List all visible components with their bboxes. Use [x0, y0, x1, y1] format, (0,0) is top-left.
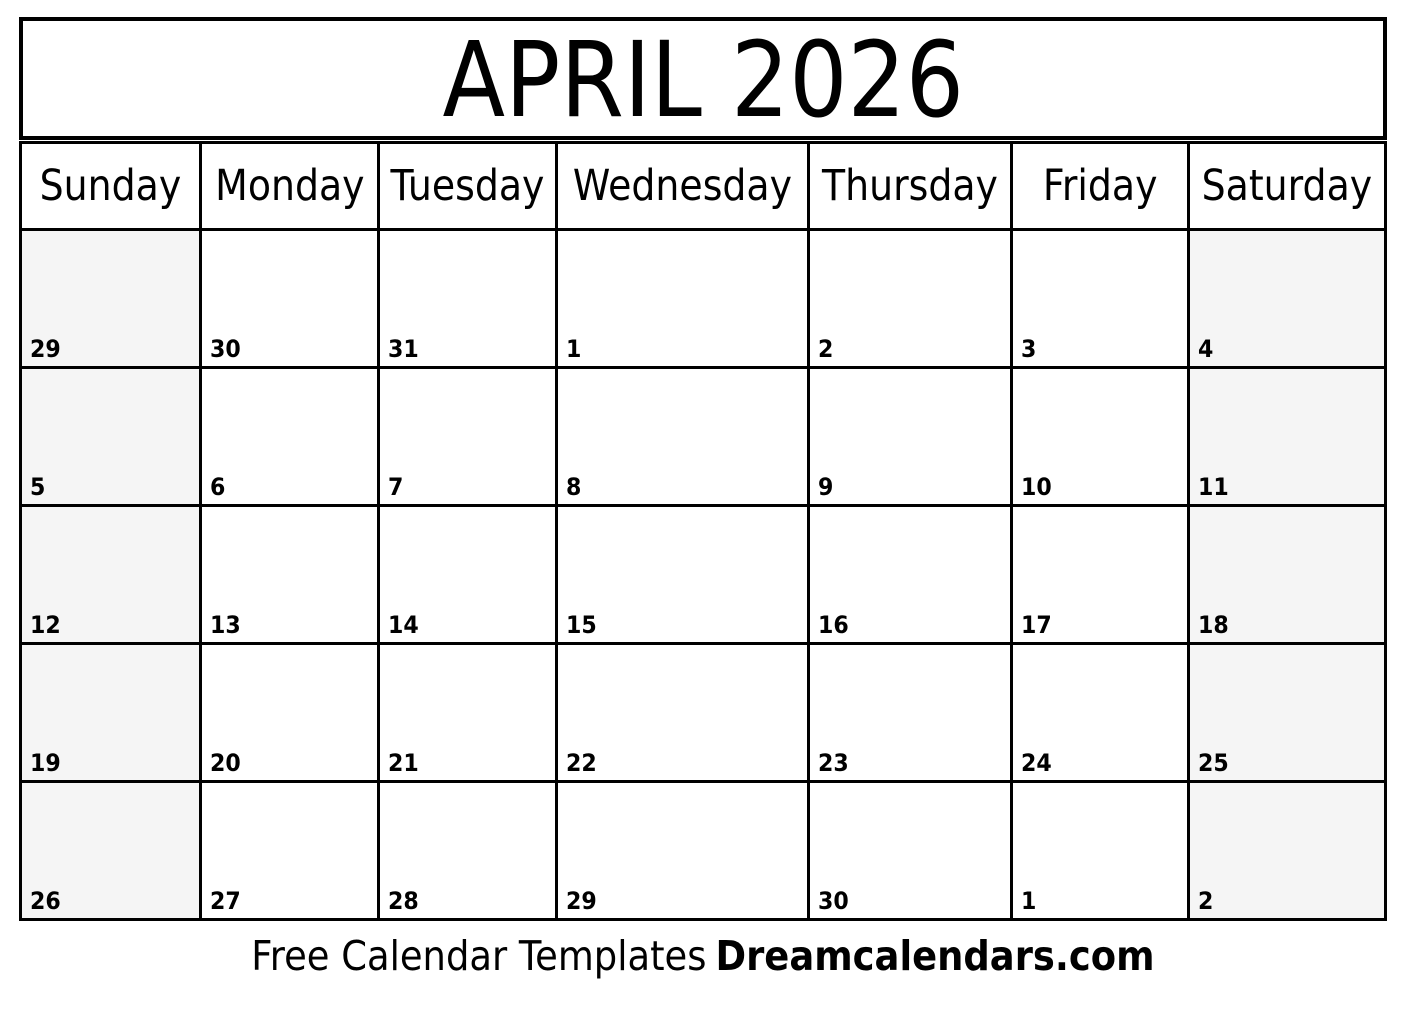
date-number: 23 [817, 749, 849, 777]
weekday-label: Monday [214, 160, 365, 211]
day-cell [807, 366, 1010, 504]
date-number: 9 [817, 473, 834, 501]
date-number: 17 [1020, 611, 1052, 639]
date-number: 22 [565, 749, 597, 777]
weekday-header-tuesday [377, 144, 555, 228]
date-number: 7 [387, 473, 404, 501]
date-number: 8 [565, 473, 582, 501]
footer-brand: Dreamcalendars.com [715, 932, 1155, 980]
weekday-label: Friday [1042, 160, 1158, 211]
date-number: 20 [210, 749, 242, 777]
footer [0, 932, 1406, 981]
date-number: 2 [1198, 887, 1214, 915]
day-cell [377, 228, 555, 366]
weekday-header-sunday [22, 144, 199, 228]
date-number: 29 [565, 887, 597, 915]
date-number: 15 [565, 611, 597, 639]
weekday-label: Thursday [821, 160, 998, 211]
date-number: 29 [30, 335, 61, 363]
date-number: 14 [387, 611, 419, 639]
date-number: 18 [1198, 611, 1229, 639]
weekday-label: Tuesday [390, 160, 545, 211]
day-cell [377, 642, 555, 780]
title-box [19, 17, 1387, 140]
date-number: 11 [1198, 473, 1229, 501]
date-number: 21 [387, 749, 419, 777]
day-cell [377, 366, 555, 504]
day-cell [555, 642, 807, 780]
date-number: 1 [565, 335, 582, 363]
day-cell [199, 504, 376, 642]
date-number: 28 [387, 887, 419, 915]
day-cell [22, 642, 199, 780]
date-number: 31 [387, 335, 419, 363]
date-number: 26 [30, 887, 61, 915]
date-number: 30 [817, 887, 849, 915]
day-cell [1010, 780, 1187, 918]
day-cell [1187, 780, 1384, 918]
calendar-grid [19, 141, 1387, 921]
weekday-header-friday [1010, 144, 1187, 228]
day-cell [1187, 366, 1384, 504]
date-number: 3 [1020, 335, 1037, 363]
day-cell [199, 642, 376, 780]
day-cell [377, 780, 555, 918]
day-cell [1187, 504, 1384, 642]
weekday-header-wednesday [555, 144, 807, 228]
weekday-header-saturday [1187, 144, 1384, 228]
day-cell [1187, 642, 1384, 780]
footer-text: Free Calendar Templates [251, 932, 707, 980]
weekday-header-thursday [807, 144, 1010, 228]
date-number: 5 [30, 473, 46, 501]
day-cell [199, 780, 376, 918]
day-cell [1010, 228, 1187, 366]
footer-text-wrap [251, 932, 1154, 981]
weekday-header-monday [199, 144, 376, 228]
day-cell [1010, 504, 1187, 642]
weekday-label: Saturday [1201, 160, 1373, 211]
day-cell [199, 228, 376, 366]
date-number: 13 [210, 611, 242, 639]
day-cell [555, 366, 807, 504]
day-cell [807, 504, 1010, 642]
day-cell [1010, 642, 1187, 780]
day-cell [555, 780, 807, 918]
day-cell [22, 228, 199, 366]
date-number: 25 [1198, 749, 1229, 777]
weekday-label: Sunday [39, 160, 182, 211]
day-cell [22, 504, 199, 642]
date-number: 19 [30, 749, 61, 777]
date-number: 27 [210, 887, 242, 915]
day-cell [22, 366, 199, 504]
day-cell [807, 780, 1010, 918]
day-cell [807, 642, 1010, 780]
day-cell [199, 366, 376, 504]
day-cell [555, 504, 807, 642]
date-number: 30 [210, 335, 242, 363]
page-title: APRIL 2026 [442, 18, 964, 141]
date-number: 16 [817, 611, 849, 639]
date-number: 4 [1198, 335, 1214, 363]
day-cell [555, 228, 807, 366]
day-cell [377, 504, 555, 642]
day-cell [22, 780, 199, 918]
date-number: 2 [817, 335, 834, 363]
date-number: 1 [1020, 887, 1037, 915]
date-number: 12 [30, 611, 61, 639]
day-cell [807, 228, 1010, 366]
weekday-label: Wednesday [572, 160, 792, 211]
date-number: 6 [210, 473, 226, 501]
date-number: 24 [1020, 749, 1052, 777]
day-cell [1010, 366, 1187, 504]
day-cell [1187, 228, 1384, 366]
date-number: 10 [1020, 473, 1052, 501]
